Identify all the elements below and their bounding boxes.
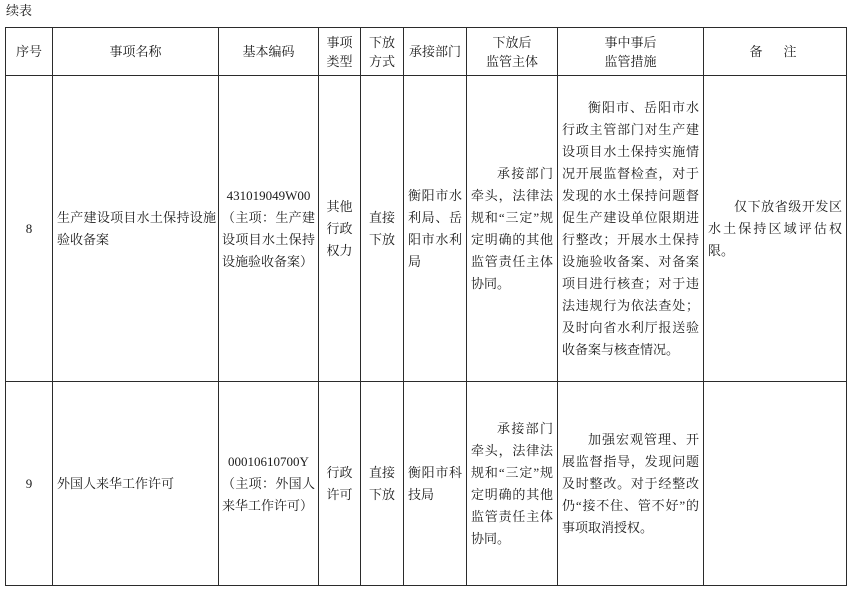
delegation-method-cell: 直接下放 bbox=[361, 382, 404, 586]
receiving-department-cell: 衡阳市科技局 bbox=[404, 382, 467, 586]
item-type-cell: 行政许可 bbox=[319, 382, 361, 586]
header-supervision-subject: 下放后 监管主体 bbox=[467, 28, 558, 76]
supervision-subject-cell: 承接部门牵头，法律法规和“三定”规定明确的其他监管责任主体协同。 bbox=[467, 76, 558, 382]
header-remarks: 备 注 bbox=[704, 28, 847, 76]
basic-code-cell bbox=[219, 76, 319, 382]
header-item-name: 事项名称 bbox=[53, 28, 219, 76]
delegation-table bbox=[5, 27, 847, 586]
table-row bbox=[6, 382, 847, 586]
remarks-cell: 仅下放省级开发区水土保持区域评估权限。 bbox=[704, 76, 847, 382]
index-cell: 8 bbox=[6, 76, 53, 382]
basic-code-cell bbox=[219, 382, 319, 586]
item-name-cell: 生产建设项目水土保持设施验收备案 bbox=[53, 76, 219, 382]
index-cell: 9 bbox=[6, 382, 53, 586]
item-type-cell: 其他行政权力 bbox=[319, 76, 361, 382]
item-name-cell: 外国人来华工作许可 bbox=[53, 382, 219, 586]
table-header-row bbox=[6, 28, 847, 76]
header-basic-code: 基本编码 bbox=[219, 28, 319, 76]
header-receiving-department: 承接部门 bbox=[404, 28, 467, 76]
header-supervision-measures: 事中事后 监管措施 bbox=[558, 28, 704, 76]
table-caption: 续表 bbox=[6, 3, 33, 18]
delegation-method-cell: 直接下放 bbox=[361, 76, 404, 382]
main-item-text: （主项：生产建设项目水土保持设施验收备案） bbox=[222, 209, 315, 269]
basic-code-number: 00010610700Y bbox=[228, 453, 309, 469]
supervision-subject-cell: 承接部门牵头，法律法规和“三定”规定明确的其他监管责任主体协同。 bbox=[467, 382, 558, 586]
basic-code-number: 431019049W00 bbox=[226, 187, 311, 203]
supervision-measures-cell: 加强宏观管理、开展监督指导，发现问题及时整改。对于经整改仍“接不住、管不好”的事项取消授权。 bbox=[558, 382, 704, 586]
header-delegation-method: 下放 方式 bbox=[361, 28, 404, 76]
remarks-cell bbox=[704, 382, 847, 586]
table-row bbox=[6, 76, 847, 382]
receiving-department-cell: 衡阳市水利局、岳阳市水利局 bbox=[404, 76, 467, 382]
header-index: 序号 bbox=[6, 28, 53, 76]
supervision-measures-cell: 衡阳市、岳阳市水行政主管部门对生产建设项目水土保持实施情况开展监督检查，对于发现的水土保持问题督促生产建设单位限期进行整改；开展水土保持设施验收备案、对备案项目进行核查；对于违法违规行为依法查处；及时向省水利厅报送验收备案与核查情况。 bbox=[558, 76, 704, 382]
header-item-type: 事项 类型 bbox=[319, 28, 361, 76]
main-item-text: （主项：外国人来华工作许可） bbox=[222, 475, 315, 513]
